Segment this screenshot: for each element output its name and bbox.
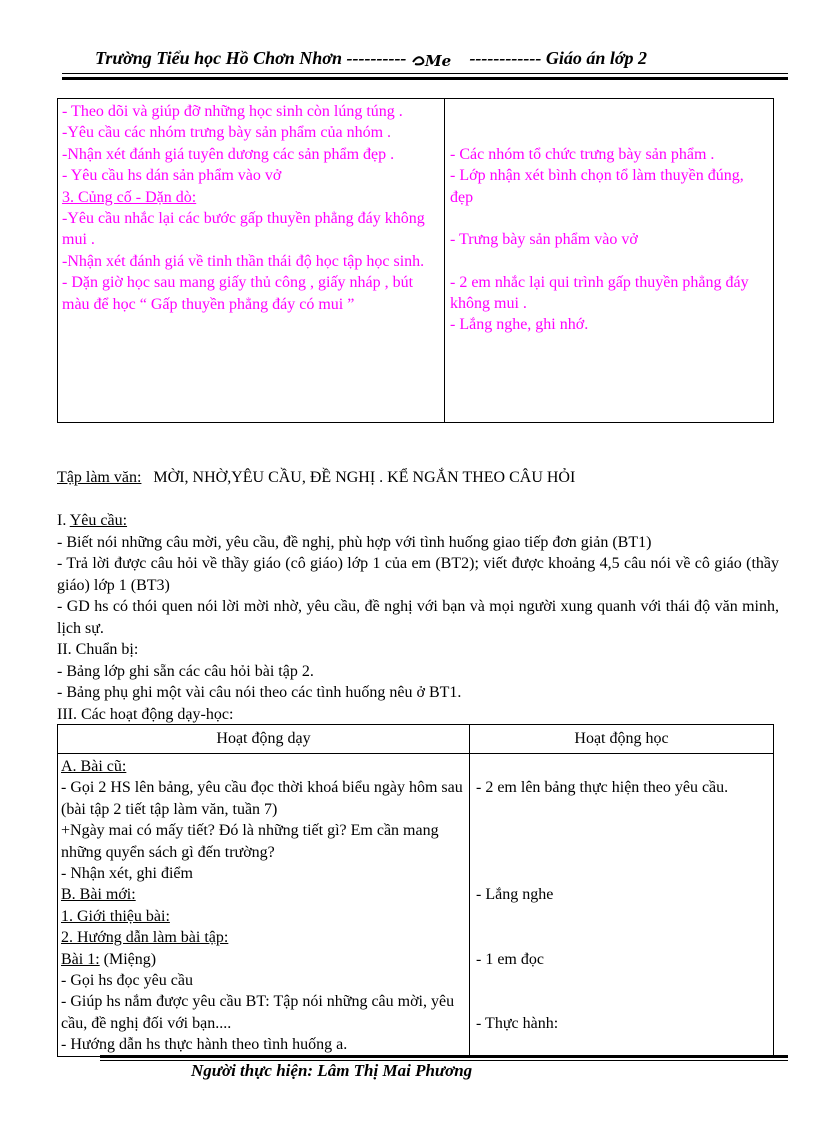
page-header xyxy=(95,48,647,69)
student-line: - Các nhóm tổ chức trưng bày sản phẩm . xyxy=(450,146,715,163)
teacher-line: - Yêu cầu hs dán sản phẩm vào vở xyxy=(62,167,282,185)
svg-text:Me: Me xyxy=(424,51,452,68)
learning-line: - 1 em đọc xyxy=(476,950,544,968)
teacher-line: -Yêu cầu các nhóm trưng bày sản phẩm của nhóm . xyxy=(62,124,392,142)
preparation-item: - Bảng phụ ghi một vài câu nói theo các tình huống nêu ở BT1. xyxy=(57,684,462,701)
document-title: Giáo án lớp 2 xyxy=(545,48,648,68)
student-line: - Trưng bày sản phẩm vào vở xyxy=(450,231,638,249)
requirements-heading: I. Yêu cầu: xyxy=(57,512,128,529)
learning-line: - Thực hành: xyxy=(476,1015,559,1033)
column-header-learning: Hoạt động học xyxy=(470,725,774,754)
teacher-line: -Nhận xét đánh giá về tinh thần thái độ học tập học sinh. xyxy=(62,252,425,270)
activities-heading: III. Các hoạt động dạy-học: xyxy=(57,705,234,723)
teacher-activity-cell xyxy=(58,99,445,423)
new-lesson-heading: B. Bài mới: xyxy=(61,886,136,904)
header-divider-thick xyxy=(62,77,788,80)
top-activity-table xyxy=(57,98,774,423)
requirement-item: - Trả lời được câu hỏi về thầy giáo (cô giáo) lớp 1 của em (BT2); viết được khoảng 4,5 câu nói về cô giáo (thầy giáo) lớp 1 (BT3) xyxy=(57,555,779,594)
student-line: - Lắng nghe, ghi nhớ. xyxy=(450,316,589,334)
header-dashes-left: ---------- xyxy=(346,48,407,68)
teacher-line: - Dặn giờ học sau mang giấy thủ công , giấy nháp , bút màu để học “ Gấp thuyền phẳng đáy có mui ” xyxy=(62,274,414,313)
teacher-line: -Yêu cầu nhắc lại các bước gấp thuyền phẳng đáy không mui . xyxy=(62,210,425,249)
teacher-line: - Theo dõi và giúp đỡ những học sinh còn lúng túng . xyxy=(62,103,403,120)
intro-heading: 1. Giới thiệu bài: xyxy=(61,907,170,925)
learning-line: - Lắng nghe xyxy=(476,886,554,904)
student-line: - 2 em nhắc lại qui trình gấp thuyền phẳng đáy không mui . xyxy=(450,273,749,313)
preparation-heading: II. Chuẩn bị: xyxy=(57,641,139,658)
lesson-body xyxy=(57,510,779,725)
learning-line: - 2 em lên bảng thực hiện theo yêu cầu. xyxy=(476,779,729,796)
activity-line: - Gọi hs đọc yêu cầu xyxy=(61,972,193,990)
section-heading-review: 3. Củng cố - Dặn dò: xyxy=(62,188,197,206)
learning-activities-cell xyxy=(470,754,774,1057)
subject-label: Tập làm văn: xyxy=(57,469,142,486)
header-dashes-right: ------------ xyxy=(469,48,542,68)
old-lesson-heading: A. Bài cũ: xyxy=(61,758,127,775)
teacher-line: -Nhận xét đánh giá tuyên dương các sản phẩm đẹp . xyxy=(62,145,395,163)
lesson-title xyxy=(57,467,779,489)
activity-line: - Hướng dẫn hs thực hành theo tình huống a. xyxy=(61,1036,348,1054)
activity-line: - Nhận xét, ghi điểm xyxy=(61,865,193,883)
activity-line: +Ngày mai có mấy tiết? Đó là những tiết gì? Em cần mang những quyển sách gì đến trường? xyxy=(61,822,439,861)
guide-heading: 2. Hướng dẫn làm bài tập: xyxy=(61,929,229,947)
requirement-item: - Biết nói những câu mời, yêu cầu, đề nghị, phù hợp với tình huống giao tiếp đơn giản (BT1) xyxy=(57,533,652,551)
header-divider-thin xyxy=(62,73,788,74)
teaching-activities-cell xyxy=(58,754,470,1057)
column-header-teaching: Hoạt động dạy xyxy=(58,725,470,754)
footer-divider-thick xyxy=(100,1055,788,1058)
student-activity-cell xyxy=(445,99,774,423)
activity-line: - Gọi 2 HS lên bảng, yêu cầu đọc thời khoá biểu ngày hôm sau (bài tập 2 tiết tập làm văn, tuần 7) xyxy=(61,779,463,818)
activity-line: - Giúp hs nắm được yêu cầu BT: Tập nói những câu mời, yêu cầu, đề nghị đối với bạn.... xyxy=(61,993,455,1032)
header-logo-icon xyxy=(411,52,465,68)
teacher-name: Người thực hiện: Lâm Thị Mai Phương xyxy=(191,1061,473,1080)
school-name: Trường Tiểu học Hồ Chơn Nhơn xyxy=(95,48,342,68)
exercise-1-heading: Bài 1: (Miệng) xyxy=(61,950,157,968)
preparation-item: - Bảng lớp ghi sẵn các câu hỏi bài tập 2. xyxy=(57,662,314,680)
requirement-item: - GD hs có thói quen nói lời mời nhờ, yêu cầu, đề nghị với bạn và mọi người xung quanh với thái độ văn minh, lịch sự. xyxy=(57,598,779,637)
activities-table xyxy=(57,724,774,1057)
lesson-title-text: MỜI, NHỜ,YÊU CẦU, ĐỀ NGHỊ . KỂ NGẮN THEO CÂU HỎI xyxy=(153,469,576,486)
student-line: - Lớp nhận xét bình chọn tổ làm thuyền đúng, đẹp xyxy=(450,167,744,206)
